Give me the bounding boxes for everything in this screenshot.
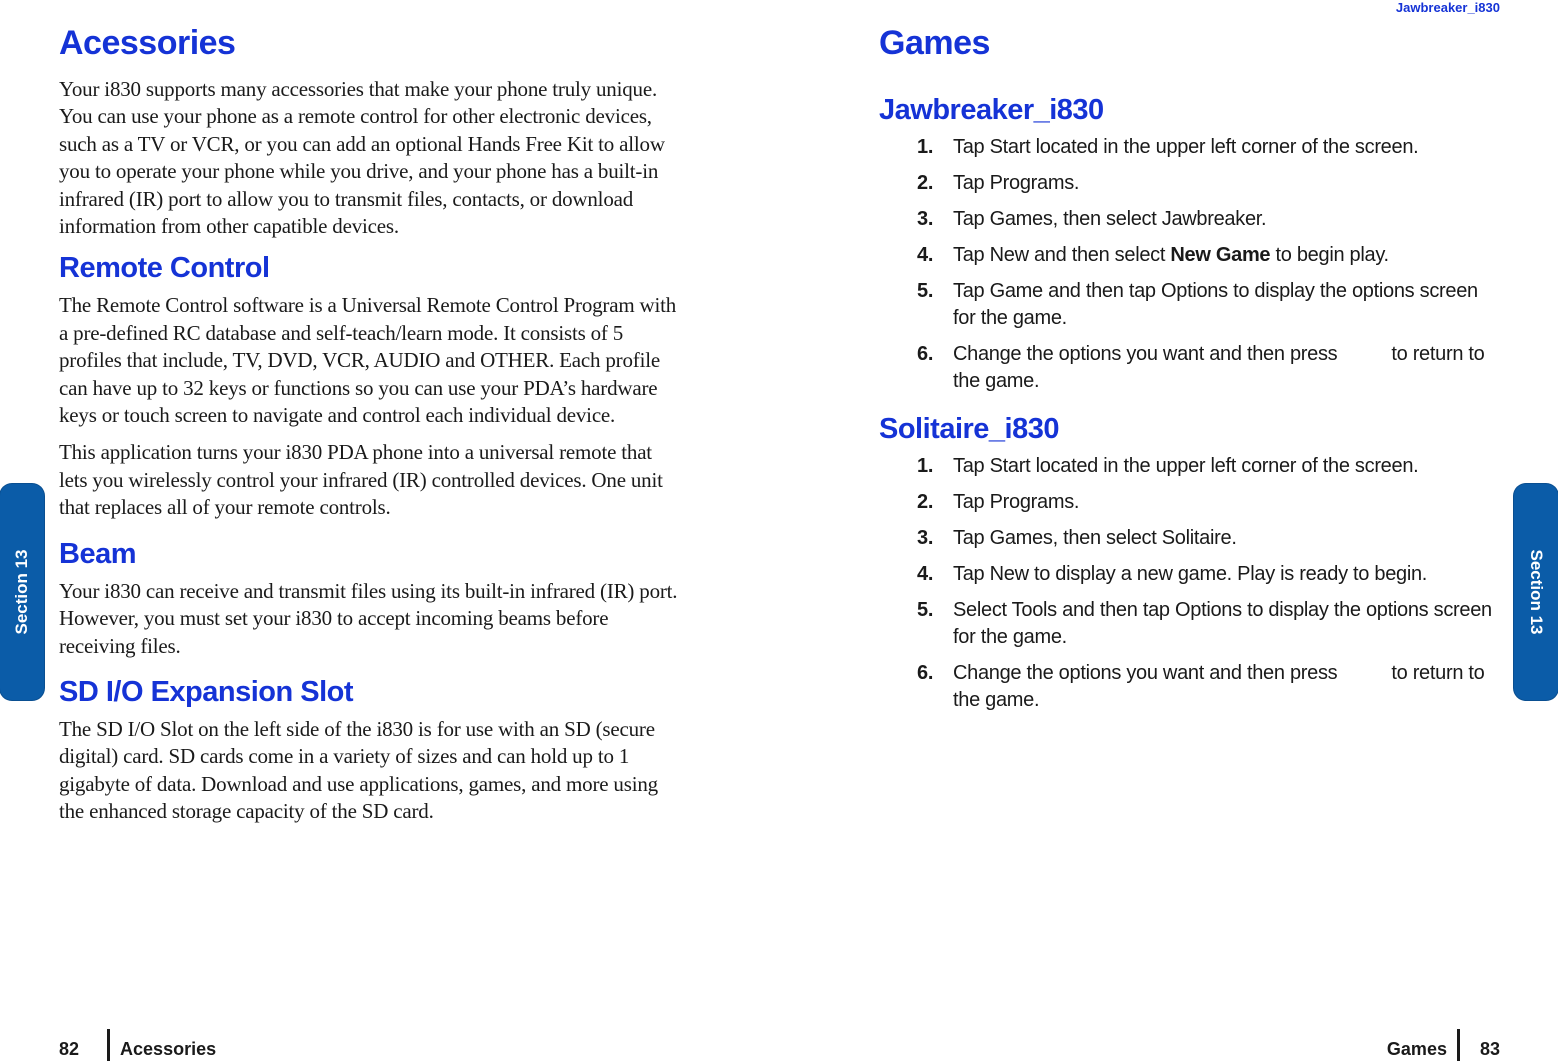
step-item <box>879 597 1499 651</box>
step-emphasis: New Game <box>1170 244 1271 266</box>
section-remote-control <box>59 250 679 521</box>
step-text: Change the options you want and then press <box>953 343 1338 365</box>
step-item <box>879 170 1499 197</box>
section-jawbreaker <box>879 92 1499 395</box>
section-sd-expansion-slot <box>59 674 679 826</box>
step-list <box>879 134 1499 395</box>
step-text: to return to the game. <box>953 662 1485 711</box>
section-tab-right <box>1514 484 1558 700</box>
step-list <box>879 453 1499 714</box>
page-title-right: Games <box>879 24 990 62</box>
section-heading: Beam <box>59 537 136 570</box>
step-text: Tap Programs. <box>953 491 1080 513</box>
step-item <box>879 660 1499 714</box>
body-paragraph: The SD I/O Slot on the left side of the i830 is for use with an SD (secure digital) card. SD cards come in a variety of sizes and can hold up to 1 gigabyte of data. Download and use applications, games, and more using the enhanced storage capacity of the SD card. <box>59 716 658 824</box>
section-beam <box>59 536 679 660</box>
step-item <box>879 489 1499 516</box>
section-heading: Jawbreaker_i830 <box>879 94 1104 126</box>
step-text: Select Tools and then tap Options to display the options screen for the game. <box>953 599 1492 648</box>
step-text: Change the options you want and then press <box>953 662 1338 684</box>
step-text: Tap Games, then select Solitaire. <box>953 527 1237 549</box>
section-heading: Remote Control <box>59 252 270 285</box>
section-heading: Solitaire_i830 <box>879 413 1059 445</box>
section-heading: SD I/O Expansion Slot <box>59 675 354 708</box>
step-text: Tap New and then select <box>953 244 1171 266</box>
step-item <box>879 341 1499 395</box>
section-tab-label: Section 13 <box>12 549 31 635</box>
step-number: 2. <box>917 491 934 513</box>
section-solitaire <box>879 411 1499 714</box>
step-text: Tap Game and then tap Options to display the options screen for the game. <box>953 280 1478 329</box>
step-text: Tap Start located in the upper left corner of the screen. <box>953 136 1419 158</box>
footer-label: Acessories <box>120 1039 217 1059</box>
body-paragraph: This application turns your i830 PDA phone into a universal remote that lets you wirelessly control your infrared (IR) controlled devices. One unit that replaces all of your remote controls. <box>59 440 663 520</box>
step-item <box>879 561 1499 588</box>
step-text: Tap New to display a new game. Play is ready to begin. <box>953 563 1428 585</box>
step-text: Tap Programs. <box>953 172 1080 194</box>
footer-label: Games <box>1386 1039 1447 1059</box>
body-paragraph: Your i830 can receive and transmit files using its built-in infrared (IR) port. However, you must set your i830 to accept incoming beams before receiving files. <box>59 578 678 658</box>
step-item <box>879 525 1499 552</box>
running-header: Jawbreaker_i830 <box>1395 0 1500 15</box>
footer-right <box>1387 1029 1500 1061</box>
step-number: 4. <box>917 563 934 585</box>
step-number: 6. <box>917 662 934 684</box>
step-number: 1. <box>917 136 934 158</box>
step-number: 5. <box>917 599 934 621</box>
step-item <box>879 453 1499 480</box>
step-number: 2. <box>917 172 934 194</box>
page-number: 82 <box>59 1039 80 1059</box>
page-number: 83 <box>1479 1039 1500 1059</box>
step-number: 6. <box>917 343 934 365</box>
right-page <box>879 22 1499 730</box>
step-number: 4. <box>917 244 934 266</box>
step-number: 5. <box>917 280 934 302</box>
step-item <box>879 134 1499 161</box>
section-tab-label: Section 13 <box>1527 549 1546 635</box>
body-paragraph: The Remote Control software is a Universal Remote Control Program with a pre-defined RC database and self-teach/learn mode. It consists of 5 profiles that include, TV, DVD, VCR, AUDIO and OTHER. Each profile can have up to 32 keys or functions so you can use your PDA’s hardware keys or touch screen to navigate and control each individual device. <box>59 293 677 428</box>
step-item <box>879 278 1499 332</box>
step-item <box>879 206 1499 233</box>
section-tab-left <box>0 484 44 700</box>
step-text: Tap Start located in the upper left corner of the screen. <box>953 455 1419 477</box>
left-page <box>59 22 679 840</box>
intro-paragraph: Your i830 supports many accessories that make your phone truly unique. You can use your phone as a remote control for other electronic devices, such as a TV or VCR, or you can add an optional Hands Free Kit to allow you to operate your phone while you drive, and your phone has a built-in infrared (IR) port to allow you to transmit files, contacts, or download information from other capatible devices. <box>59 77 665 239</box>
footer-divider <box>1457 1029 1460 1061</box>
step-number: 3. <box>917 208 934 230</box>
step-number: 3. <box>917 527 934 549</box>
step-text: Tap Games, then select Jawbreaker. <box>953 208 1267 230</box>
page-title-left: Acessories <box>59 24 236 62</box>
step-item <box>879 242 1499 269</box>
footer-left <box>59 1029 216 1061</box>
step-text: to return to the game. <box>953 343 1485 392</box>
footer-divider <box>107 1029 110 1061</box>
step-number: 1. <box>917 455 934 477</box>
step-text: to begin play. <box>1270 244 1389 266</box>
